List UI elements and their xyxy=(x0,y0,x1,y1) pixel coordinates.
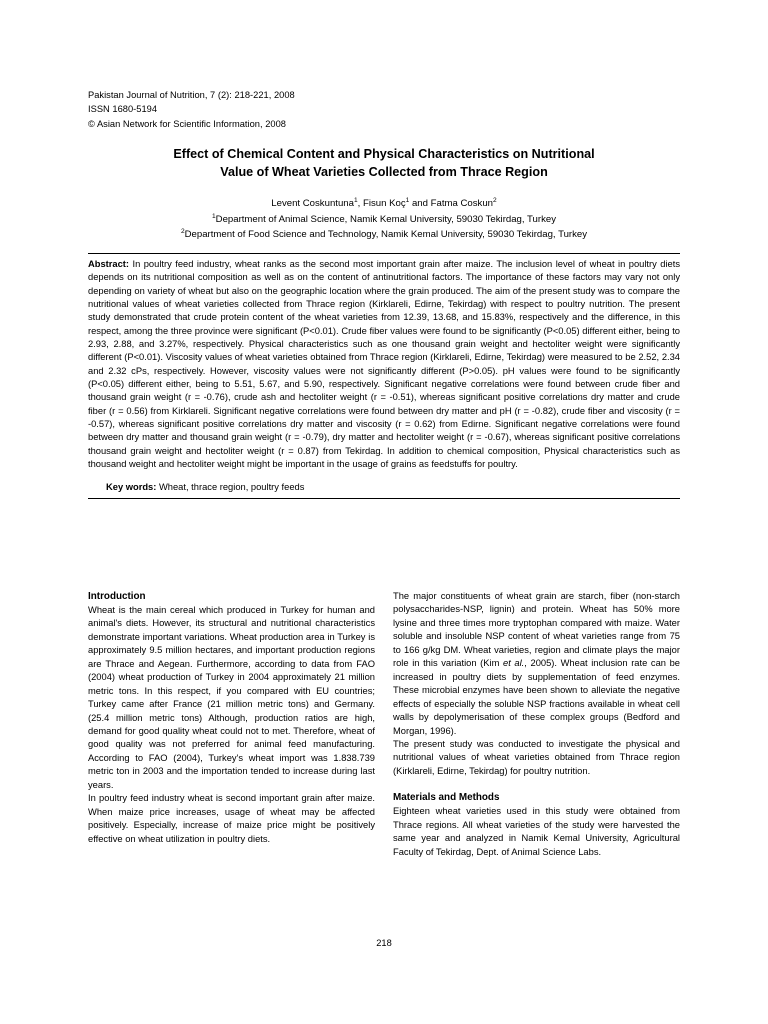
right-paragraph-1-part-a: The major constituents of wheat grain are starch, fiber (non-starch polysaccharides-NSP, lignin) and protein. Wheat has 50% more lysine and three times more tryptophan compared with maize. Water soluble and insoluble NSP content of wheat varieties range from 75 to 166 g/kg DM. Wheat varieties, region and climate plays the major role in this variation (Kim xyxy=(393,591,680,669)
journal-issn: ISSN 1680-5194 xyxy=(88,104,158,115)
paper-page xyxy=(88,0,680,1024)
introduction-heading: Introduction xyxy=(88,591,146,602)
keywords-wrap xyxy=(88,472,680,499)
right-column xyxy=(393,590,680,859)
author-name-3: and Fatma Coskun xyxy=(409,198,494,209)
affiliation-2 xyxy=(88,227,680,243)
affiliation-1-marker: 1 xyxy=(211,212,216,220)
abstract-bottom-rule xyxy=(88,498,680,499)
keywords-text: Wheat, thrace region, poultry feeds xyxy=(156,481,305,492)
title-line-1: Effect of Chemical Content and Physical Characteristics on Nutritional xyxy=(173,147,595,161)
journal-citation: Pakistan Journal of Nutrition, 7 (2): 218-221, 2008 xyxy=(88,90,295,100)
abstract-body-text: In poultry feed industry, wheat ranks as the second most important grain after maize. The inclusion level of wheat in poultry diets depends on its nutritional composition as well as on the content of antinutritional factors. The importance of these factors may vary not only depending on variety of wheat but also on the geographic location where the grain produced. The aim of the present study was to compare the nutritional values of wheat varieties collected from Thrace region (Kirklareli, Edirne, Tekirdag) with respect to poultry nutrition. The present study demonstrated that crude protein content of the wheat varieties from 12.39, 13.68, and 15.83%, respectively and the difference, in this respect, among the three province were significant (P<0.01). Crude fiber values were found to be significantly (P<0.05) different either, being to 2.93, 2.88, and 3.27%, respectively. Physical characteristics such as one thousand grain weight and hectoliter weight were significantly different (P<0.01). Viscosity values of wheat varieties obtained from Thrace region (Kirklareli, Edirne, Tekirdag) were measured to be 2.52, 2.34 and 2.32 cPs, respectively. However, viscosity values were not significantly different (P>0.05). pH values were found to be significantly (P<0.05) different either, being to 5.51, 5.67, and 5.90, respectively. Significant negative correlations were found between crude fiber and thousand grain weight (r = -0.76), crude ash and hectoliter weight (r = -0.51), whereas significant positive correlations dry matter and crude fiber (r = 0.56) from Kirklareli. Significant negative correlations were found between dry matter and pH (r = -0.82), crude fiber and viscosity (r = -0.57), whereas significant positive correlations dry matter and viscosity (r = 0.62) from Edirne. Significant negative correlations were found between dry matter and thousand grain weight (r = -0.79), dry matter and hectoliter weight (r = -0.67), whereas significant positive correlations thousand grain weight and hectoliter weight (r = 0.87) from Tekirdag. In addition to chemical composition, Physical characteristics such as thousand weight and hectoliter weight might be important in the usage of grains as feedstuffs for poultry. xyxy=(88,259,680,470)
affiliation-1-text: Department of Animal Science, Namik Kemal University, 59030 Tekirdag, Turkey xyxy=(215,213,557,225)
author-names xyxy=(88,196,680,212)
section-gap xyxy=(393,778,680,791)
introduction-paragraph-2: In poultry feed industry wheat is second important grain after maize. When maize price increases, usage of wheat may be affected positively. Especially, increase of maize price might be positively effective on wheat utilization in poultry diets. xyxy=(88,793,375,844)
title-line-2: Value of Wheat Varieties Collected from Thrace Region xyxy=(220,164,548,179)
author-3-affil-marker: 2 xyxy=(493,196,497,204)
abstract-label: Abstract: xyxy=(88,259,130,269)
page-title xyxy=(88,146,680,181)
abstract-text xyxy=(88,254,680,472)
left-column xyxy=(88,590,375,859)
affiliation-2-text: Department of Food Science and Technology, Namik Kemal University, 59030 Tekirdag, Turkey xyxy=(184,229,588,240)
author-name-1: Levent Coskuntuna xyxy=(271,198,354,209)
author-name-2: , Fisun Koç xyxy=(357,198,406,209)
page-number: 218 xyxy=(376,938,392,948)
author-1-affil-marker: 1 xyxy=(353,196,358,204)
journal-copyright: © Asian Network for Scientific Information, 2008 xyxy=(88,118,286,129)
author-2-affil-marker: 1 xyxy=(405,196,410,204)
author-block xyxy=(88,196,680,243)
citation-et-al: et al. xyxy=(503,658,525,669)
affiliation-1 xyxy=(88,212,680,228)
body-columns xyxy=(88,590,680,859)
affiliation-2-marker: 2 xyxy=(180,227,185,235)
abstract-section xyxy=(88,253,680,499)
materials-and-methods-heading: Materials and Methods xyxy=(393,792,500,804)
journal-header xyxy=(88,88,680,131)
right-paragraph-1 xyxy=(393,590,680,738)
introduction-paragraph-1: Wheat is the main cereal which produced in Turkey for human and animal's diets. However, its structural and nutritional characteristics demonstrate important variations. Wheat production area in Turkey is approximately 9.5 million hectares, and important production regions are Thrace and Aegean. Furthermore, according to data from FAO (2004) wheat production of Turkey in 2004 approximately 21 million metric tons. In this respect, if you compared with EU countries; Turkey came after France (21 million metric tons) and Germany. (25.4 million metric tons) Although, production ratios are high, demand for good quality wheat could not to met. Therefore, wheat of good quality was not preferred for animal feed manufacturing. According to FAO (2004), Turkey's wheat import was 1.838.739 metric ton in 2003 and the importation tended to increase during last years. xyxy=(88,604,375,790)
right-paragraph-1-part-b: , 2005). Wheat inclusion rate can be increased in poultry diets by supplementation of feed enzymes. These microbial enzymes have been shown to alleviate the negative effects of especially the soluble NSP fractions available in wheat cell walls by depolymerisation of these complex groups (Bedford and Morgan, 1996). xyxy=(393,658,680,736)
materials-and-methods-paragraph-1: Eighteen wheat varieties used in this study were obtained from Thrace regions. All wheat varieties of the study were harvested the same year and analyzed in Namik Kemal University, Agricultural Faculty of Tekirdag, Dept. of Animal Science Labs. xyxy=(393,806,680,857)
keywords-label: Key words: xyxy=(106,481,157,492)
right-paragraph-2: The present study was conducted to investigate the physical and nutritional values of wheat varieties obtained from Thrace region (Kirklareli, Edirne, Tekirdag) for poultry nutrition. xyxy=(393,738,680,776)
keywords-line xyxy=(88,481,680,498)
